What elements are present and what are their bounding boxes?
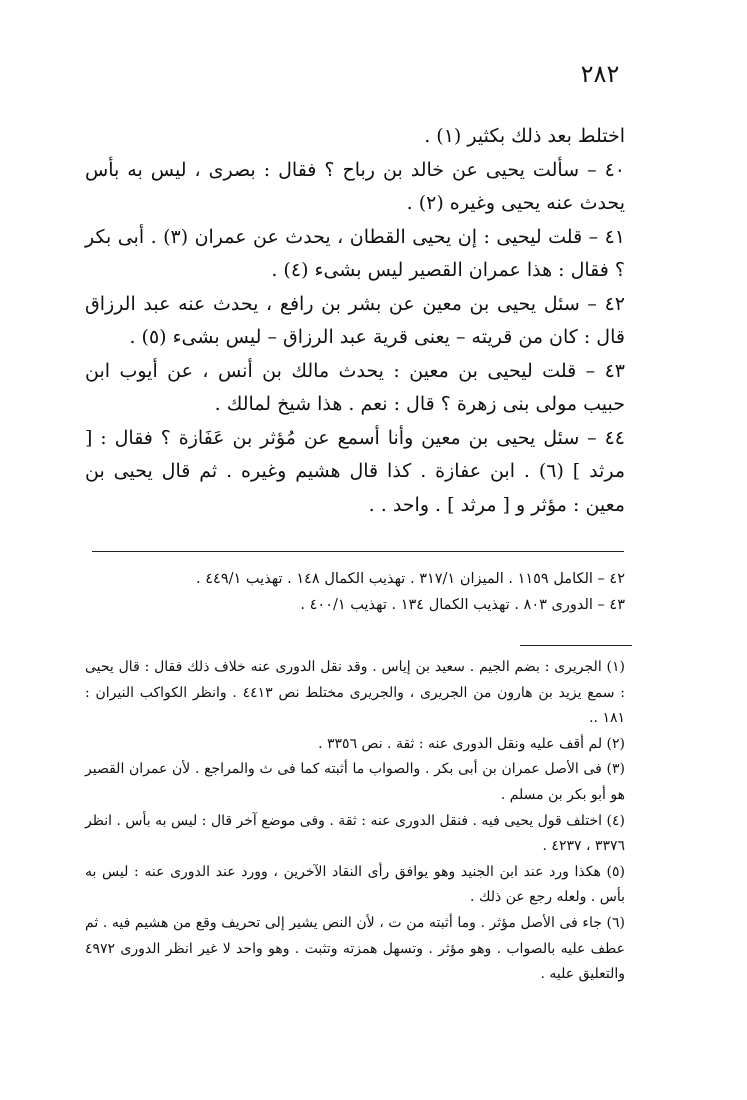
footnote: (١) الجريرى : بضم الجيم . سعيد بن إياس . وقد نقل الدورى عنه خلاف ذلك فقال : قال يحيى : سمع يزيد بن هارون من الجريرى ، والجريرى مختلط نص ٤٤١٣ . وانظر الكواكب النيران : ١٨١ .. bbox=[85, 659, 625, 727]
main-text bbox=[85, 120, 625, 522]
footnotes-block bbox=[85, 655, 625, 988]
main-paragraph: ٤٤ – سئل يحيى بن معين وأنا أسمع عن مُؤثر بن عَفَازة ؟ فقال : [ مرثد ] (٦) . ابن عفازة . كذا قال هشيم وغيره . ثم قال يحيى بن معين : مؤثر و [ مرثد ] . واحد . . bbox=[85, 426, 626, 516]
page-number: ٢٨٢ bbox=[580, 60, 620, 88]
main-paragraph: اختلط بعد ذلك بكثير (١) . bbox=[424, 125, 625, 147]
main-paragraph: ٤١ – قلت ليحيى : إن يحيى القطان ، يحدث عن عمران (٣) . أبى بكر ؟ فقال : هذا عمران القصير ليس بشىء (٤) . bbox=[85, 225, 625, 281]
main-paragraph: ٤٠ – سألت يحيى عن خالد بن رباح ؟ فقال : بصرى ، ليس به بأس يحدث عنه يحيى وغيره (٢) . bbox=[85, 158, 625, 214]
source-line: ٤٣ – الدورى ٨٠٣ . تهذيب الكمال ١٣٤ . تهذيب ٤٠٠/١ . bbox=[300, 597, 625, 613]
main-paragraph: ٤٢ – سئل يحيى بن معين عن بشر بن رافع ، يحدث عنه عبد الرزاق قال : كان من قريته – يعنى قرية عبد الرزاق – ليس بشىء (٥) . bbox=[85, 292, 625, 348]
footnote: (٢) لم أقف عليه ونقل الدورى عنه : ثقة . نص ٣٣٥٦ . bbox=[318, 735, 625, 752]
footnote: (٤) اختلف قول يحيى فيه . فنقل الدورى عنه : ثقة . وفى موضع آخر قال : ليس به بأس . انظر ٣٣٧٦ ، ٤٢٣٧ . bbox=[85, 812, 625, 855]
main-paragraph: ٤٣ – قلت ليحيى بن معين : يحدث مالك بن أنس ، عن أيوب ابن حبيب مولى بنى زهرة ؟ قال : نعم . هذا شيخ لمالك . bbox=[85, 359, 625, 415]
section-divider bbox=[92, 551, 624, 552]
footnote: (٥) هكذا ورد عند ابن الجنيد وهو يوافق رأى النقاد الآخرين ، وورد عند الدورى عنه : ليس به بأس . ولعله رجع عن ذلك . bbox=[85, 863, 625, 906]
footnote: (٦) جاء فى الأصل مؤثر . وما أثبته من ت ، لأن النص يشير إلى تحريف وقع من هشيم فيه . ثم عطف عليه بالصواب . وهو مؤثر . وتسهل همزته وتثبت . وهو واحد لا غير انظر الدورى ٤٩٧٢ والتعليق عليه . bbox=[85, 914, 625, 983]
source-line: ٤٢ – الكامل ١١٥٩ . الميزان ٣١٧/١ . تهذيب الكمال ١٤٨ . تهذيب ٤٤٩/١ . bbox=[196, 571, 625, 587]
footnote: (٣) فى الأصل عمران بن أبى بكر . والصواب ما أثبته كما فى ث والمراجع . لأن عمران القصير هو أبو بكر بن مسلم . bbox=[85, 761, 625, 803]
footnote-divider bbox=[520, 645, 632, 646]
sources-block bbox=[85, 566, 625, 618]
